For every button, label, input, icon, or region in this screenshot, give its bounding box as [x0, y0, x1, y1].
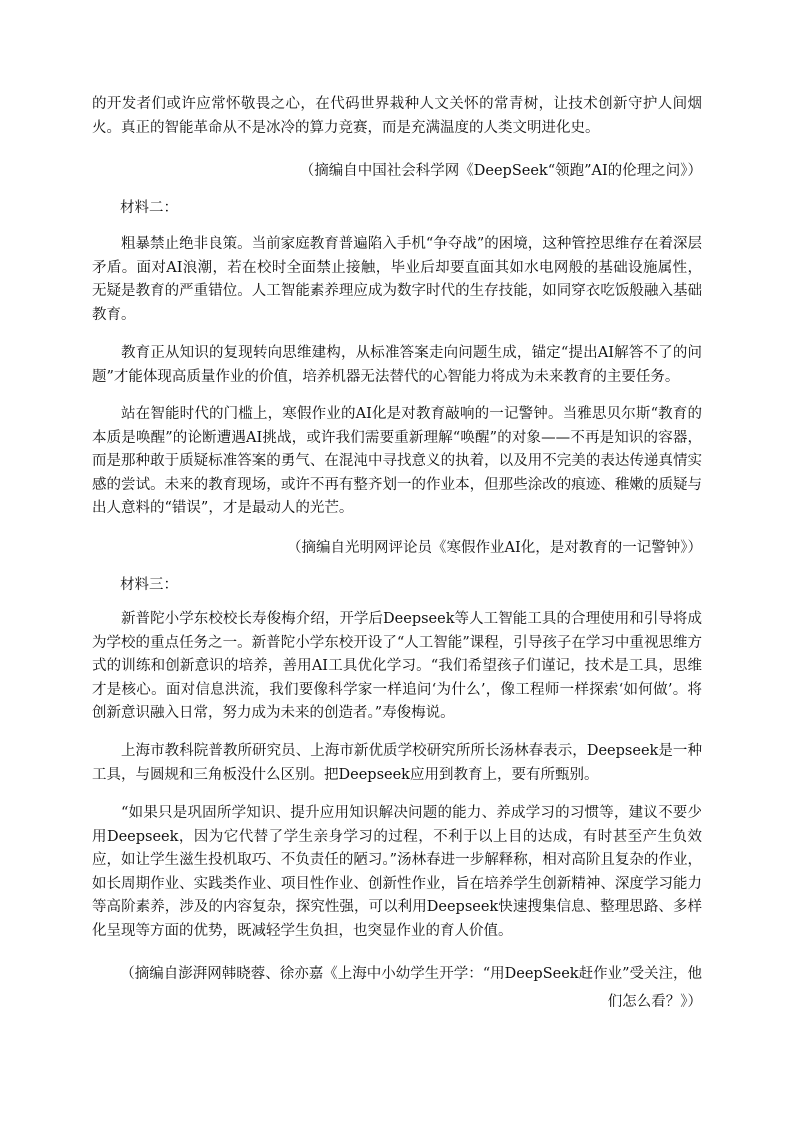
source-citation-3: （摘编自澎湃网韩晓蓉、徐亦嘉《上海中小幼学生开学：“用DeepSeek赶作业”受关注，他们怎么看？》） [120, 966, 702, 1010]
intro-paragraph: 的开发者们或许应常怀敬畏之心，在代码世界栽种人文关怀的常青树，让技术创新守护人间烟火。真正的智能革命从不是冰冷的算力竞赛，而是充满温度的人类文明进化史。 [92, 96, 702, 136]
material-three-paragraph-2: 上海市教科院普教所研究员、上海市新优质学校研究所所长汤林春表示，Deepseek是一种工具，与圆规和三角板没什么区别。把Deepseek应用到教育上，要有所甄别。 [92, 743, 702, 783]
material-two-paragraph-3: 站在智能时代的门槛上，寒假作业的AI化是对教育敲响的一记警钟。当雅思贝尔斯“教育的本质是唤醒”的论断遭遇AI挑战，或许我们需要重新理解“唤醒”的对象——不再是知识的容器，而是那种敢于质疑标准答案的勇气、在混沌中寻找意义的执着，以及用不完美的表达传递真情实感的尝试。未来的教育现场，或许不再有整齐划一的作业本，但那些涂改的痕迹、稚嫩的质疑与出人意料的“错误”，才是最动人的光芒。 [92, 406, 702, 516]
material-three-paragraph-3: “如果只是巩固所学知识、提升应用知识解决问题的能力、养成学习的习惯等，建议不要少用Deepseek，因为它代替了学生亲身学习的过程，不利于以上目的达成，有时甚至产生负效应，如让学生滋生投机取巧、不负责任的陋习。”汤林春进一步解释称，相对高阶且复杂的作业，如长周期作业、实践类作业、项目性作业、创新性作业，旨在培养学生创新精神、深度学习能力等高阶素养，涉及的内容复杂，探究性强，可以利用Deepseek快速搜集信息、整理思路、多样化呈现等方面的优势，既减轻学生负担，也突显作业的育人价值。 [92, 805, 702, 939]
material-two-paragraph-2: 教育正从知识的复现转向思维建构，从标准答案走向问题生成，锚定“提出AI解答不了的问题”才能体现高质量作业的价值，培养机器无法替代的心智能力将成为未来教育的主要任务。 [92, 345, 702, 385]
source-citation-1: （摘编自中国社会科学网《DeepSeek“领跑”AI的伦理之问》） [299, 163, 702, 179]
source-citation-2: （摘编自光明网评论员《寒假作业AI化，是对教育的一记警钟》） [287, 540, 702, 556]
material-two-paragraph-1: 粗暴禁止绝非良策。当前家庭教育普遍陷入手机“争夺战”的困境，这种管控思维存在着深层矛盾。面对AI浪潮，若在校时全面禁止接触，毕业后却要直面其如水电网般的基础设施属性，无疑是教育的严重错位。人工智能素养理应成为数字时代的生存技能，如同穿衣吃饭般融入基础教育。 [92, 236, 702, 323]
material-three-paragraph-1: 新普陀小学东校校长寿俊梅介绍，开学后Deepseek等人工智能工具的合理使用和引导将成为学校的重点任务之一。新普陀小学东校开设了“人工智能”课程，引导孩子在学习中重视思维方式的训练和创新意识的培养，善用AI工具优化学习。“我们希望孩子们谨记，技术是工具，思维才是核心。面对信息洪流，我们要像科学家一样追问‘为什么’，像工程师一样探索‘如何做’。将创新意识融入日常，努力成为未来的创造者。”寿俊梅说。 [92, 611, 702, 721]
material-three-heading: 材料三： [120, 577, 178, 593]
material-two-heading: 材料二： [120, 200, 178, 216]
